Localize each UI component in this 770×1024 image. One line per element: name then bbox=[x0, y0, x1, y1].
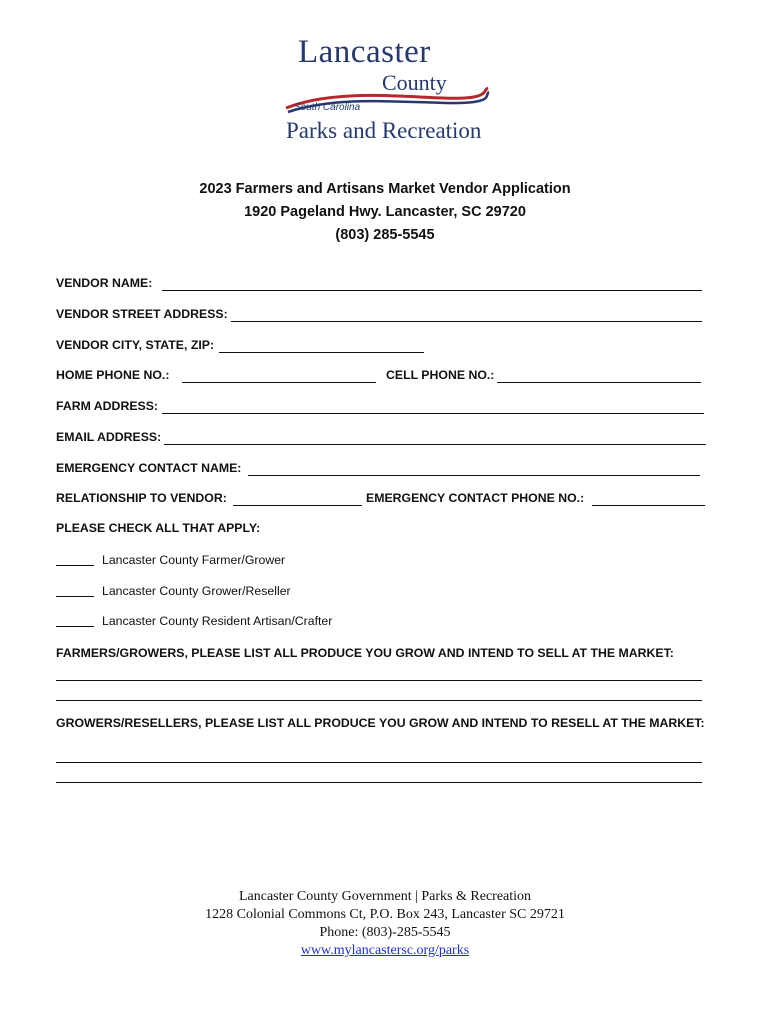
emergency-name-field[interactable] bbox=[248, 475, 700, 476]
vendor-name-field[interactable] bbox=[162, 290, 702, 291]
footer-address: 1228 Colonial Commons Ct, P.O. Box 243, Lancaster SC 29721 bbox=[205, 907, 565, 922]
check-blank[interactable] bbox=[56, 565, 94, 566]
home-phone-field[interactable] bbox=[182, 382, 376, 383]
logo-lancaster-text: Lancaster bbox=[298, 34, 431, 70]
city-state-zip-label: VENDOR CITY, STATE, ZIP: bbox=[56, 338, 215, 352]
option-grower-reseller[interactable] bbox=[56, 584, 291, 598]
resellers-produce-prompt: GROWERS/RESELLERS, PLEASE LIST ALL PRODUCE YOU GROW AND INTEND TO RESELL AT THE MARKET: bbox=[56, 716, 705, 730]
market-address: 1920 Pageland Hwy. Lancaster, SC 29720 bbox=[244, 204, 526, 220]
footer-organization: Lancaster County Government | Parks & Recreation bbox=[238, 889, 532, 904]
logo-parks-text: Parks and Recreation bbox=[286, 118, 482, 143]
resellers-produce-line-2[interactable] bbox=[56, 782, 702, 783]
farm-address-label: FARM ADDRESS: bbox=[56, 399, 159, 413]
option-artisan-crafter[interactable] bbox=[56, 614, 332, 628]
check-all-heading: PLEASE CHECK ALL THAT APPLY: bbox=[56, 521, 261, 535]
option-label: Lancaster County Resident Artisan/Crafter bbox=[102, 614, 333, 628]
city-state-zip-field[interactable] bbox=[219, 352, 424, 353]
vendor-name-label: VENDOR NAME: bbox=[56, 276, 153, 290]
home-phone-label: HOME PHONE NO.: bbox=[56, 368, 170, 382]
logo-state-text: South Carolina bbox=[294, 102, 361, 113]
option-farmer-grower[interactable] bbox=[56, 553, 285, 567]
option-label: Lancaster County Farmer/Grower bbox=[102, 553, 286, 567]
emergency-name-label: EMERGENCY CONTACT NAME: bbox=[56, 461, 242, 475]
street-address-field[interactable] bbox=[231, 321, 702, 322]
footer-phone: Phone: (803)-285-5545 bbox=[319, 925, 451, 940]
farmers-produce-line-2[interactable] bbox=[56, 700, 702, 701]
relationship-label: RELATIONSHIP TO VENDOR: bbox=[56, 491, 227, 505]
market-phone: (803) 285-5545 bbox=[335, 227, 435, 243]
document-title: 2023 Farmers and Artisans Market Vendor Application bbox=[199, 181, 571, 197]
footer bbox=[0, 888, 770, 960]
logo-county-text: County bbox=[382, 70, 447, 95]
farmers-produce-prompt: FARMERS/GROWERS, PLEASE LIST ALL PRODUCE YOU GROW AND INTEND TO SELL AT THE MARKET: bbox=[56, 646, 674, 660]
emergency-phone-label: EMERGENCY CONTACT PHONE NO.: bbox=[366, 491, 585, 505]
relationship-field[interactable] bbox=[233, 505, 362, 506]
cell-phone-field[interactable] bbox=[497, 382, 701, 383]
street-address-label: VENDOR STREET ADDRESS: bbox=[56, 307, 228, 321]
footer-website-link[interactable]: www.mylancastersc.org/parks bbox=[300, 943, 470, 958]
check-blank[interactable] bbox=[56, 596, 94, 597]
resellers-produce-line-1[interactable] bbox=[56, 762, 702, 763]
email-field[interactable] bbox=[164, 444, 706, 445]
county-logo bbox=[282, 34, 492, 146]
farm-address-field[interactable] bbox=[162, 413, 704, 414]
farmers-produce-line-1[interactable] bbox=[56, 680, 702, 681]
cell-phone-label: CELL PHONE NO.: bbox=[386, 368, 495, 382]
emergency-phone-field[interactable] bbox=[592, 505, 705, 506]
email-label: EMAIL ADDRESS: bbox=[56, 430, 162, 444]
document-heading bbox=[0, 178, 770, 247]
check-blank[interactable] bbox=[56, 626, 94, 627]
option-label: Lancaster County Grower/Reseller bbox=[102, 584, 291, 598]
